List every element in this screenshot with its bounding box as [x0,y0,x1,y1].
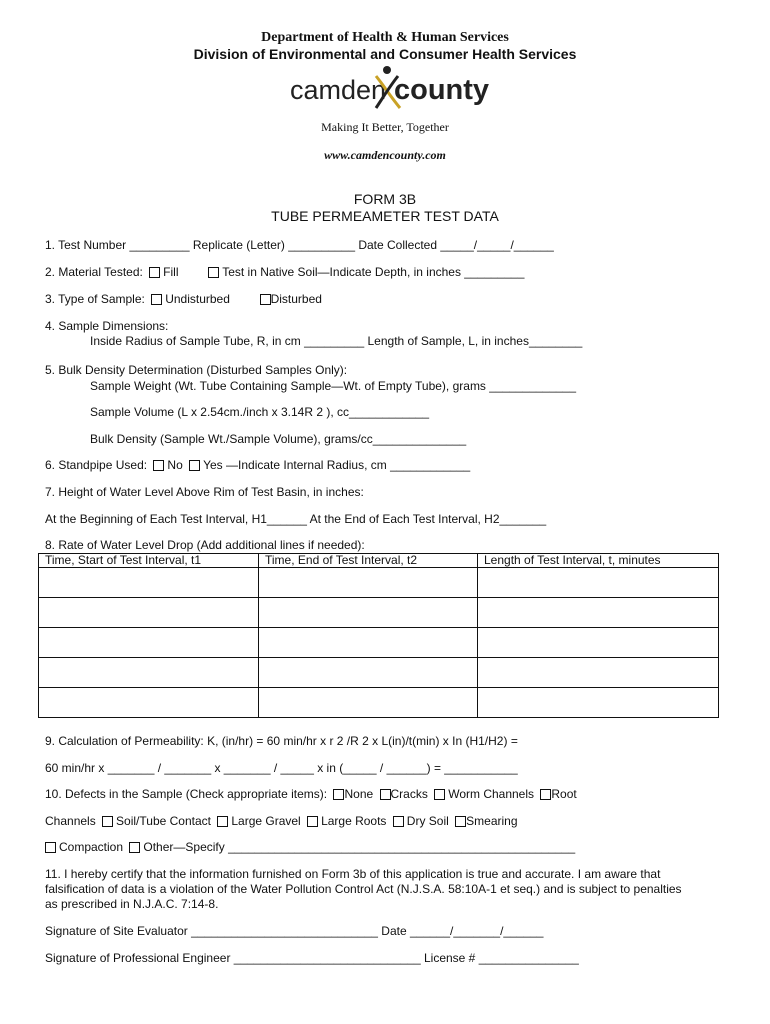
table-cell[interactable] [478,658,719,688]
item-9-formula: 60 min/hr x _______ / _______ x _______ / _____ x in (_____ / ______) = ___________ [45,761,518,775]
table-row [39,568,719,598]
table-header-row [39,554,719,568]
defect-compaction-checkbox[interactable] [45,842,56,853]
item-9-calculation: 9. Calculation of Permeability: K, (in/hr) = 60 min/hr x r 2 /R 2 x L(in)/t(min) x In (H1/H2) = [45,734,518,748]
table-cell[interactable] [478,598,719,628]
defect-root-checkbox[interactable] [540,789,551,800]
standpipe-yes-label: Yes —Indicate Internal Radius, cm ____________ [203,458,471,472]
defect-large-roots-label: Large Roots [321,814,387,828]
item-2-label: 2. Material Tested: [45,265,143,279]
item-1-test-number: 1. Test Number _________ Replicate (Letter) __________ Date Collected _____/_____/______ [45,238,554,252]
department-title: Department of Health & Human Services [261,30,509,45]
item-3-sample-type [45,292,322,306]
native-soil-checkbox[interactable] [208,267,219,278]
fill-checkbox[interactable] [149,267,160,278]
item-8-rate-of-drop: 8. Rate of Water Level Drop (Add additional lines if needed): [45,538,365,552]
standpipe-no-label: No [167,458,183,472]
defect-none-label: None [344,787,374,801]
item-10-defects-other [45,840,575,854]
website-url: www.camdencounty.com [324,148,446,162]
table-cell[interactable] [478,568,719,598]
item-10-defects [45,787,577,801]
item-10-label: 10. Defects in the Sample (Check appropriate items): [45,787,328,801]
table-header-start: Time, Start of Test Interval, t1 [39,554,259,568]
item-6-standpipe [45,458,470,472]
item-5-bulk-density-calc: Bulk Density (Sample Wt./Sample Volume), grams/cc______________ [90,432,467,446]
item-11-certification-line-1: 11. I hereby certify that the information furnished on Form 3b of this application is true and accurate. I am aware that [45,867,661,881]
defect-cracks-label: Cracks [390,787,428,801]
defect-dry-soil-checkbox[interactable] [393,816,404,827]
item-4-inside-radius: Inside Radius of Sample Tube, R, in cm _________ Length of Sample, L, in inches________ [90,334,583,348]
table-cell[interactable] [259,628,478,658]
table-cell[interactable] [259,688,478,718]
division-title: Division of Environmental and Consumer Health Services [193,46,577,62]
table-cell[interactable] [39,568,259,598]
item-5-bulk-density: 5. Bulk Density Determination (Disturbed Samples Only): [45,363,348,377]
table-cell[interactable] [39,598,259,628]
table-row [39,628,719,658]
table-row [39,688,719,718]
item-10-defects-cont [45,814,518,828]
rate-table [38,553,719,718]
defect-other-label: Other—Specify ____________________________________________________ [143,840,576,854]
item-11-certification-line-2: falsification of data is a violation of the Water Pollution Control Act (N.J.S.A. 58:10A-1 et seq.) and is subject to penalties [45,882,682,896]
defect-soil-tube-checkbox[interactable] [102,816,113,827]
site-evaluator-signature-line[interactable]: Signature of Site Evaluator ____________________________ Date ______/_______/______ [45,924,544,938]
undisturbed-checkbox[interactable] [151,294,162,305]
table-row [39,598,719,628]
table-cell[interactable] [39,628,259,658]
defect-root-channels-label: Channels [45,814,96,828]
item-2-material-tested [45,265,524,279]
table-cell[interactable] [39,658,259,688]
table-cell[interactable] [39,688,259,718]
table-cell[interactable] [478,688,719,718]
defect-compaction-label: Compaction [59,840,124,854]
table-header-end: Time, End of Test Interval, t2 [259,554,478,568]
item-7-intervals: At the Beginning of Each Test Interval, H1______ At the End of Each Test Interval, H2_______ [45,512,547,526]
item-4-sample-dimensions: 4. Sample Dimensions: [45,319,169,333]
standpipe-yes-checkbox[interactable] [189,460,200,471]
defect-worm-label: Worm Channels [448,787,535,801]
table-cell[interactable] [259,658,478,688]
fill-label: Fill [163,265,179,279]
item-5-sample-weight: Sample Weight (Wt. Tube Containing Sample—Wt. of Empty Tube), grams _____________ [90,379,577,393]
logo-dot-icon [383,66,391,74]
item-3-label: 3. Type of Sample: [45,292,145,306]
logo-text-camden: camden [290,75,387,105]
defect-other-checkbox[interactable] [129,842,140,853]
table-cell[interactable] [478,628,719,658]
defect-root-label: Root [551,787,577,801]
defect-gravel-checkbox[interactable] [217,816,228,827]
item-11-certification-line-3: as prescribed in N.J.A.C. 7:14-8. [45,897,219,911]
form-title: TUBE PERMEAMETER TEST DATA [271,208,499,224]
undisturbed-label: Undisturbed [165,292,230,306]
defect-none-checkbox[interactable] [333,789,344,800]
form-number: FORM 3B [353,191,417,207]
defect-large-roots-checkbox[interactable] [307,816,318,827]
table-row [39,658,719,688]
defect-gravel-label: Large Gravel [231,814,301,828]
item-5-sample-volume: Sample Volume (L x 2.54cm./inch x 3.14R 2 ), cc____________ [90,405,430,419]
standpipe-no-checkbox[interactable] [153,460,164,471]
camden-county-logo [288,62,500,112]
defect-soil-tube-label: Soil/Tube Contact [116,814,211,828]
native-soil-label: Test in Native Soil—Indicate Depth, in inches _________ [222,265,525,279]
defect-worm-checkbox[interactable] [434,789,445,800]
defect-dry-soil-label: Dry Soil [406,814,449,828]
item-7-water-height: 7. Height of Water Level Above Rim of Test Basin, in inches: [45,485,364,499]
defect-cracks-checkbox[interactable] [380,789,391,800]
defect-smearing-label: Smearing [466,814,518,828]
logo-text-county: county [394,74,490,106]
defect-smearing-checkbox[interactable] [455,816,466,827]
table-header-length: Length of Test Interval, t, minutes [478,554,719,568]
disturbed-label: Disturbed [270,292,322,306]
table-cell[interactable] [259,568,478,598]
professional-engineer-signature-line[interactable]: Signature of Professional Engineer ____________________________ License # _______________ [45,951,579,965]
tagline: Making It Better, Together [321,120,449,134]
item-6-label: 6. Standpipe Used: [45,458,148,472]
table-cell[interactable] [259,598,478,628]
disturbed-checkbox[interactable] [260,294,271,305]
